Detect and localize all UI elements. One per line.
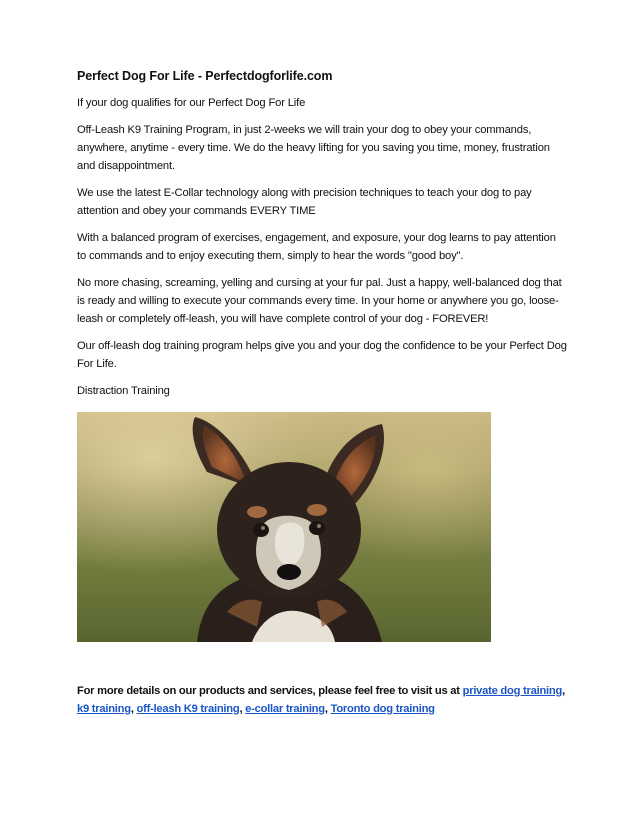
footer-separator: , [130,703,137,715]
document-page [77,68,567,718]
paragraph-distraction-training: Distraction Training [77,385,170,397]
paragraph-program: Off-Leash K9 Training Program, in just 2-weeks we will train your dog to obey your commands, anywhere, anytime - every time. We do the heavy lifting for you saving you time, money, frustration and disappointment. [77,124,550,172]
link-toronto-dog-training[interactable]: Toronto dog training [330,703,435,715]
footer-links [77,682,567,718]
paragraph-confidence: Our off-leash dog training program helps give you and your dog the confidence to be your Perfect Dog For Life. [77,340,567,370]
dog-illustration [77,412,491,642]
document-title: Perfect Dog For Life - Perfectdogforlife.com [77,69,333,83]
paragraph-balanced: With a balanced program of exercises, engagement, and exposure, your dog learns to pay attention to commands and to enjoy executing them, simply to hear the words "good boy". [77,232,556,262]
paragraph-ecollar: We use the latest E-Collar technology along with precision techniques to teach your dog to pay attention and obey your commands EVERY TIME [77,187,532,217]
paragraph-no-more-chasing: No more chasing, screaming, yelling and cursing at your fur pal. Just a happy, well-balanced dog that is ready and willing to execute your commands every time. In your home or anywhere you go, loose-leash or completely off-leash, you will have complete control of your dog - FOREVER! [77,277,562,325]
link-e-collar-training[interactable]: e-collar training [245,703,325,715]
link-k9-training[interactable]: k9 training [77,703,131,715]
footer-separator: , [562,685,565,697]
dog-photo [77,412,491,642]
paragraph-qualifies: If your dog qualifies for our Perfect Dog For Life [77,97,306,109]
footer-intro: For more details on our products and services, please feel free to visit us at [77,685,463,697]
footer-separator: , [239,703,246,715]
footer-separator: , [324,703,331,715]
link-private-dog-training[interactable]: private dog training [462,685,563,697]
link-off-leash-k9-training[interactable]: off-leash K9 training [136,703,240,715]
